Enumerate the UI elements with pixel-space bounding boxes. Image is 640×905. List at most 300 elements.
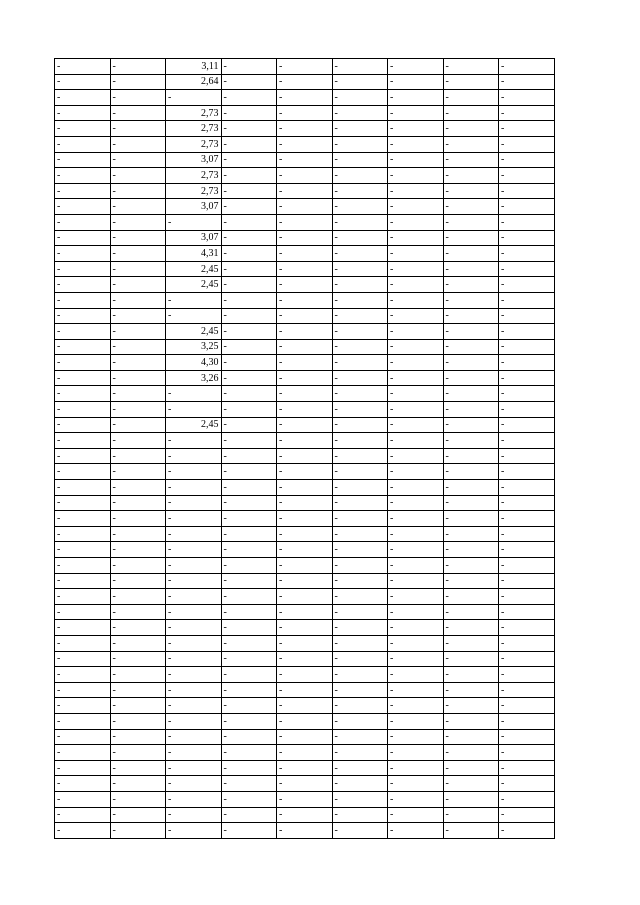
table-cell: - xyxy=(166,308,222,324)
table-cell: - xyxy=(388,168,444,184)
table-cell: - xyxy=(55,729,111,745)
table-row xyxy=(55,261,555,277)
table-cell: - xyxy=(388,589,444,605)
table-row xyxy=(55,183,555,199)
table-cell: - xyxy=(221,370,277,386)
table-row xyxy=(55,558,555,574)
table-cell: - xyxy=(388,635,444,651)
table-cell: - xyxy=(166,667,222,683)
table-cell: - xyxy=(499,651,555,667)
table-cell: - xyxy=(388,448,444,464)
table-cell: - xyxy=(221,417,277,433)
table-cell: - xyxy=(277,261,333,277)
table-cell: 2,73 xyxy=(166,105,222,121)
table-cell: - xyxy=(166,526,222,542)
table-row xyxy=(55,417,555,433)
table-cell: - xyxy=(388,495,444,511)
table-cell: - xyxy=(277,542,333,558)
table-cell: - xyxy=(388,823,444,839)
table-cell: - xyxy=(277,745,333,761)
table-cell: - xyxy=(221,651,277,667)
table-cell: - xyxy=(55,651,111,667)
table-cell: - xyxy=(277,230,333,246)
table-cell: - xyxy=(388,324,444,340)
table-cell: - xyxy=(388,386,444,402)
table-cell: - xyxy=(277,698,333,714)
table-cell: - xyxy=(443,339,499,355)
table-cell: - xyxy=(55,464,111,480)
table-cell: - xyxy=(443,511,499,527)
table-cell: - xyxy=(332,480,388,496)
table-cell: - xyxy=(499,448,555,464)
table-cell: - xyxy=(443,214,499,230)
table-row xyxy=(55,246,555,262)
table-cell: - xyxy=(332,121,388,137)
table-cell: - xyxy=(499,90,555,106)
table-cell: - xyxy=(55,90,111,106)
table-cell: - xyxy=(110,807,166,823)
table-cell: - xyxy=(55,760,111,776)
table-cell: - xyxy=(166,651,222,667)
table-cell: - xyxy=(388,667,444,683)
table-cell: - xyxy=(110,526,166,542)
table-cell: - xyxy=(443,589,499,605)
table-cell: - xyxy=(55,324,111,340)
table-cell: - xyxy=(443,698,499,714)
table-row xyxy=(55,59,555,75)
table-cell: - xyxy=(332,199,388,215)
table-cell: - xyxy=(388,277,444,293)
table-cell: - xyxy=(332,651,388,667)
table-cell: - xyxy=(221,713,277,729)
table-cell: - xyxy=(221,402,277,418)
table-cell: - xyxy=(499,214,555,230)
table-cell: - xyxy=(499,480,555,496)
table-cell: - xyxy=(388,90,444,106)
table-cell: - xyxy=(221,324,277,340)
table-cell: - xyxy=(443,402,499,418)
table-cell: - xyxy=(110,214,166,230)
table-cell: - xyxy=(332,292,388,308)
table-cell: - xyxy=(110,823,166,839)
table-cell: - xyxy=(110,635,166,651)
table-cell: - xyxy=(499,417,555,433)
table-cell: - xyxy=(499,199,555,215)
table-row xyxy=(55,448,555,464)
table-row xyxy=(55,199,555,215)
table-cell: - xyxy=(166,480,222,496)
table-cell: - xyxy=(166,776,222,792)
table-cell: - xyxy=(388,183,444,199)
table-row xyxy=(55,620,555,636)
table-cell: - xyxy=(332,433,388,449)
table-cell: - xyxy=(110,713,166,729)
table-row xyxy=(55,152,555,168)
table-cell: - xyxy=(332,573,388,589)
table-cell: - xyxy=(55,199,111,215)
table-cell: - xyxy=(388,464,444,480)
table-cell: - xyxy=(277,417,333,433)
table-cell: - xyxy=(499,791,555,807)
table-cell: - xyxy=(388,308,444,324)
table-cell: - xyxy=(110,370,166,386)
table-cell: - xyxy=(499,433,555,449)
table-cell: - xyxy=(166,558,222,574)
table-cell: - xyxy=(388,152,444,168)
table-cell: 3,25 xyxy=(166,339,222,355)
table-row xyxy=(55,682,555,698)
table-cell: - xyxy=(110,573,166,589)
table-cell: - xyxy=(332,386,388,402)
table-cell: - xyxy=(499,526,555,542)
table-cell: - xyxy=(110,386,166,402)
table-cell: - xyxy=(332,729,388,745)
table-cell: - xyxy=(332,745,388,761)
table-cell: - xyxy=(110,324,166,340)
table-row xyxy=(55,324,555,340)
table-cell: - xyxy=(110,59,166,75)
table-cell: - xyxy=(443,495,499,511)
table-cell: - xyxy=(388,526,444,542)
table-cell: - xyxy=(221,199,277,215)
table-cell: - xyxy=(332,246,388,262)
table-cell: - xyxy=(277,105,333,121)
table-cell: - xyxy=(332,776,388,792)
table-cell: - xyxy=(110,168,166,184)
table-cell: - xyxy=(499,635,555,651)
table-cell: - xyxy=(388,136,444,152)
table-cell: - xyxy=(443,635,499,651)
table-cell: - xyxy=(388,230,444,246)
table-cell: - xyxy=(443,261,499,277)
table-cell: - xyxy=(55,308,111,324)
table-cell: - xyxy=(277,760,333,776)
table-cell: - xyxy=(166,90,222,106)
table-cell: - xyxy=(166,620,222,636)
table-cell: - xyxy=(221,526,277,542)
table-cell: - xyxy=(443,417,499,433)
table-cell: - xyxy=(110,105,166,121)
table-cell: - xyxy=(332,324,388,340)
table-cell: - xyxy=(55,121,111,137)
table-cell: - xyxy=(221,230,277,246)
table-cell: - xyxy=(277,823,333,839)
table-cell: - xyxy=(277,573,333,589)
table-cell: - xyxy=(499,277,555,293)
table-cell: 4,31 xyxy=(166,246,222,262)
table-cell: - xyxy=(499,324,555,340)
table-cell: - xyxy=(332,807,388,823)
table-cell: - xyxy=(166,542,222,558)
table-cell: - xyxy=(332,823,388,839)
table-cell: - xyxy=(499,183,555,199)
table-row xyxy=(55,526,555,542)
table-cell: - xyxy=(388,417,444,433)
table-row xyxy=(55,760,555,776)
table-cell: - xyxy=(110,745,166,761)
table-cell: 3,11 xyxy=(166,59,222,75)
table-cell: - xyxy=(332,448,388,464)
table-row xyxy=(55,464,555,480)
table-cell: - xyxy=(499,261,555,277)
table-cell: - xyxy=(55,277,111,293)
table-cell: - xyxy=(443,199,499,215)
table-cell: - xyxy=(221,511,277,527)
table-cell: - xyxy=(277,651,333,667)
table-cell: - xyxy=(110,402,166,418)
data-table xyxy=(54,58,555,839)
table-cell: - xyxy=(277,74,333,90)
table-cell: - xyxy=(443,791,499,807)
table-cell: - xyxy=(499,760,555,776)
table-cell: - xyxy=(221,682,277,698)
table-cell: - xyxy=(221,620,277,636)
table-cell: - xyxy=(55,807,111,823)
table-cell: - xyxy=(443,230,499,246)
table-cell: - xyxy=(277,682,333,698)
table-cell: - xyxy=(55,261,111,277)
table-cell: - xyxy=(277,526,333,542)
table-cell: - xyxy=(221,635,277,651)
table-cell: - xyxy=(332,558,388,574)
table-cell: - xyxy=(388,682,444,698)
table-cell: - xyxy=(443,433,499,449)
table-cell: - xyxy=(166,292,222,308)
table-cell: - xyxy=(499,464,555,480)
table-row xyxy=(55,604,555,620)
table-cell: - xyxy=(110,620,166,636)
table-cell: - xyxy=(332,214,388,230)
table-cell: - xyxy=(277,713,333,729)
table-cell: - xyxy=(388,121,444,137)
table-cell: - xyxy=(499,573,555,589)
table-cell: - xyxy=(166,698,222,714)
table-cell: - xyxy=(55,152,111,168)
table-cell: - xyxy=(55,604,111,620)
table-cell: - xyxy=(55,480,111,496)
table-cell: - xyxy=(499,558,555,574)
table-row xyxy=(55,745,555,761)
table-cell: - xyxy=(221,136,277,152)
table-row xyxy=(55,386,555,402)
table-cell: - xyxy=(55,402,111,418)
table-cell: - xyxy=(166,604,222,620)
table-cell: - xyxy=(443,823,499,839)
table-cell: - xyxy=(110,589,166,605)
table-cell: - xyxy=(332,495,388,511)
table-cell: - xyxy=(277,121,333,137)
table-row xyxy=(55,105,555,121)
table-row xyxy=(55,277,555,293)
table-cell: - xyxy=(221,355,277,371)
table-cell: - xyxy=(332,370,388,386)
table-cell: - xyxy=(221,589,277,605)
table-row xyxy=(55,433,555,449)
table-cell: - xyxy=(221,74,277,90)
table-cell: - xyxy=(499,292,555,308)
table-cell: - xyxy=(221,573,277,589)
table-cell: - xyxy=(332,682,388,698)
table-cell: - xyxy=(221,214,277,230)
table-row xyxy=(55,635,555,651)
table-cell: - xyxy=(110,511,166,527)
table-cell: - xyxy=(166,511,222,527)
table-cell: - xyxy=(55,386,111,402)
table-cell: - xyxy=(277,308,333,324)
table-cell: - xyxy=(110,261,166,277)
table-cell: - xyxy=(332,464,388,480)
table-cell: - xyxy=(443,136,499,152)
table-cell: - xyxy=(443,464,499,480)
table-cell: - xyxy=(277,620,333,636)
table-cell: - xyxy=(110,495,166,511)
table-cell: - xyxy=(55,433,111,449)
table-cell: - xyxy=(55,589,111,605)
table-cell: - xyxy=(166,573,222,589)
table-cell: - xyxy=(388,791,444,807)
table-row xyxy=(55,729,555,745)
table-cell: - xyxy=(277,480,333,496)
table-cell: - xyxy=(110,558,166,574)
table-row xyxy=(55,74,555,90)
table-cell: - xyxy=(277,292,333,308)
table-cell: - xyxy=(221,823,277,839)
table-cell: - xyxy=(110,277,166,293)
table-cell: - xyxy=(332,168,388,184)
table-cell: 2,64 xyxy=(166,74,222,90)
table-cell: - xyxy=(332,74,388,90)
table-row xyxy=(55,511,555,527)
table-cell: - xyxy=(443,558,499,574)
table-cell: - xyxy=(388,776,444,792)
table-cell: - xyxy=(388,214,444,230)
table-cell: - xyxy=(55,339,111,355)
table-cell: - xyxy=(221,90,277,106)
table-cell: - xyxy=(443,573,499,589)
table-cell: - xyxy=(443,292,499,308)
table-cell: - xyxy=(277,791,333,807)
table-cell: - xyxy=(388,433,444,449)
table-cell: - xyxy=(388,651,444,667)
table-cell: 2,45 xyxy=(166,417,222,433)
table-cell: - xyxy=(110,152,166,168)
table-cell: - xyxy=(166,745,222,761)
table-cell: - xyxy=(55,713,111,729)
table-cell: - xyxy=(388,480,444,496)
table-cell: - xyxy=(55,542,111,558)
table-cell: - xyxy=(499,152,555,168)
table-cell: - xyxy=(166,433,222,449)
table-cell: - xyxy=(443,355,499,371)
table-row xyxy=(55,121,555,137)
table-cell: - xyxy=(221,807,277,823)
table-cell: - xyxy=(110,448,166,464)
table-cell: - xyxy=(443,604,499,620)
table-row xyxy=(55,589,555,605)
table-cell: - xyxy=(277,370,333,386)
table-cell: - xyxy=(332,542,388,558)
table-cell: - xyxy=(55,214,111,230)
table-cell: - xyxy=(277,604,333,620)
table-cell: - xyxy=(443,386,499,402)
table-cell: - xyxy=(332,791,388,807)
table-cell: 3,07 xyxy=(166,199,222,215)
table-cell: - xyxy=(110,776,166,792)
table-cell: - xyxy=(388,573,444,589)
table-cell: - xyxy=(443,651,499,667)
table-cell: - xyxy=(166,589,222,605)
table-cell: - xyxy=(443,121,499,137)
table-row xyxy=(55,214,555,230)
table-cell: - xyxy=(277,495,333,511)
table-cell: - xyxy=(55,698,111,714)
table-cell: - xyxy=(388,402,444,418)
table-row xyxy=(55,651,555,667)
table-cell: - xyxy=(55,635,111,651)
table-cell: - xyxy=(499,698,555,714)
table-cell: - xyxy=(388,698,444,714)
table-cell: - xyxy=(55,105,111,121)
table-cell: - xyxy=(55,74,111,90)
table-cell: - xyxy=(332,511,388,527)
table-cell: - xyxy=(277,386,333,402)
table-cell: - xyxy=(332,526,388,542)
table-cell: 3,26 xyxy=(166,370,222,386)
table-cell: - xyxy=(388,620,444,636)
table-cell: - xyxy=(499,402,555,418)
table-cell: - xyxy=(221,183,277,199)
table-cell: - xyxy=(55,230,111,246)
table-cell: 2,45 xyxy=(166,261,222,277)
table-cell: - xyxy=(388,74,444,90)
table-cell: - xyxy=(221,448,277,464)
table-cell: - xyxy=(110,760,166,776)
table-cell: - xyxy=(499,589,555,605)
table-cell: - xyxy=(443,324,499,340)
table-cell: - xyxy=(332,713,388,729)
table-cell: - xyxy=(277,277,333,293)
table-row xyxy=(55,370,555,386)
table-cell: - xyxy=(221,59,277,75)
table-cell: - xyxy=(332,635,388,651)
table-cell: - xyxy=(277,511,333,527)
table-cell: - xyxy=(499,74,555,90)
table-cell: - xyxy=(277,464,333,480)
table-cell: - xyxy=(499,136,555,152)
table-cell: - xyxy=(443,183,499,199)
table-cell: - xyxy=(443,152,499,168)
table-cell: - xyxy=(277,136,333,152)
table-cell: - xyxy=(277,59,333,75)
table-cell: - xyxy=(499,386,555,402)
table-cell: - xyxy=(443,277,499,293)
table-cell: - xyxy=(110,417,166,433)
table-cell: - xyxy=(499,745,555,761)
table-cell: - xyxy=(110,136,166,152)
table-cell: - xyxy=(499,246,555,262)
table-cell: 2,45 xyxy=(166,324,222,340)
table-cell: - xyxy=(499,105,555,121)
table-cell: - xyxy=(55,448,111,464)
table-row xyxy=(55,698,555,714)
table-cell: - xyxy=(110,604,166,620)
table-cell: - xyxy=(277,214,333,230)
table-cell: - xyxy=(55,183,111,199)
table-cell: - xyxy=(55,791,111,807)
table-cell: - xyxy=(443,620,499,636)
table-cell: - xyxy=(332,230,388,246)
table-cell: - xyxy=(388,355,444,371)
